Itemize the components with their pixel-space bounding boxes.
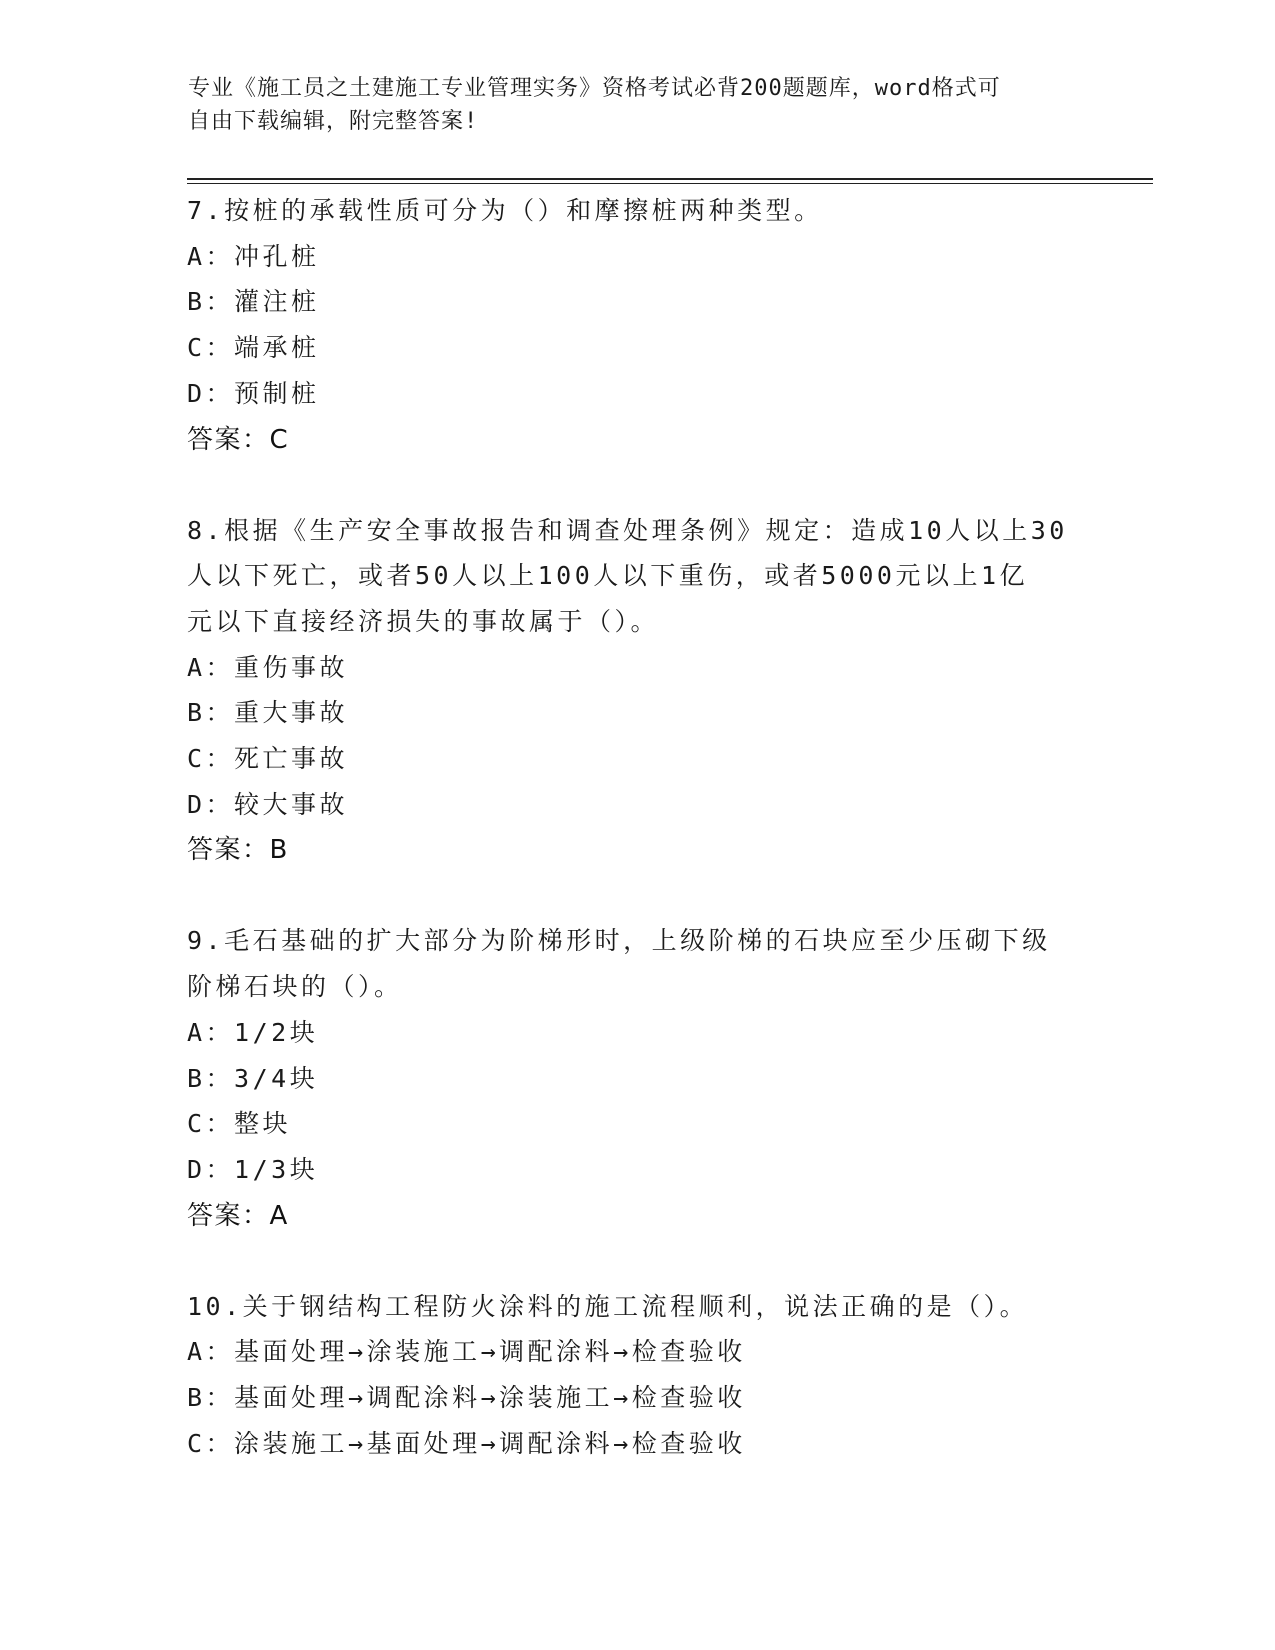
question-9 xyxy=(187,918,1107,1238)
option-b: B：基面处理→调配涂料→涂装施工→检查验收 xyxy=(187,1383,746,1413)
header-divider-thin xyxy=(187,183,1153,184)
option-c: C：死亡事故 xyxy=(187,744,349,774)
option-a: A：1/2块 xyxy=(187,1017,319,1047)
question-text: 7.按桩的承载性质可分为（）和摩擦桩两种类型。 xyxy=(187,196,823,225)
question-text: 9.毛石基础的扩大部分为阶梯形时，上级阶梯的石块应至少压砌下级 xyxy=(187,926,1051,956)
question-list xyxy=(187,188,1107,1511)
option-a: A：基面处理→涂装施工→调配涂料→检查验收 xyxy=(187,1337,746,1367)
question-text: 元以下直接经济损失的事故属于（）。 xyxy=(187,606,660,636)
question-text: 10.关于钢结构工程防火涂料的施工流程顺利，说法正确的是（）。 xyxy=(187,1291,1029,1321)
option-d: D：1/3块 xyxy=(187,1154,319,1184)
answer-label: 答案：B xyxy=(187,835,289,866)
question-10 xyxy=(187,1284,1107,1467)
option-d: D：较大事故 xyxy=(187,789,349,819)
question-text: 8.根据《生产安全事故报告和调查处理条例》规定：造成10人以上30 xyxy=(187,515,1068,545)
option-c: C：端承桩 xyxy=(187,333,320,363)
question-7 xyxy=(187,188,1107,463)
answer-label: 答案：A xyxy=(187,1200,289,1231)
option-b: B：重大事故 xyxy=(187,698,349,728)
question-text: 人以下死亡，或者50人以上100人以下重伤，或者5000元以上1亿 xyxy=(187,561,1029,591)
question-8 xyxy=(187,508,1107,874)
option-b: B：灌注桩 xyxy=(187,287,320,317)
option-a: A：重伤事故 xyxy=(187,652,349,682)
option-c: C：整块 xyxy=(187,1109,292,1139)
option-a: A：冲孔桩 xyxy=(187,241,320,271)
header-line-2: 自由下载编辑，附完整答案! xyxy=(188,109,479,134)
header-line-1: 专业《施工员之土建施工专业管理实务》资格考试必背200题题库，word格式可 xyxy=(188,76,1001,101)
option-c: C：涂装施工→基面处理→调配涂料→检查验收 xyxy=(187,1428,746,1458)
header-divider-thick xyxy=(187,178,1153,180)
option-d: D：预制桩 xyxy=(187,378,320,408)
answer-label: 答案：C xyxy=(187,424,290,455)
document-header xyxy=(188,72,1088,138)
option-b: B：3/4块 xyxy=(187,1063,319,1093)
question-text: 阶梯石块的（）。 xyxy=(187,972,403,1002)
